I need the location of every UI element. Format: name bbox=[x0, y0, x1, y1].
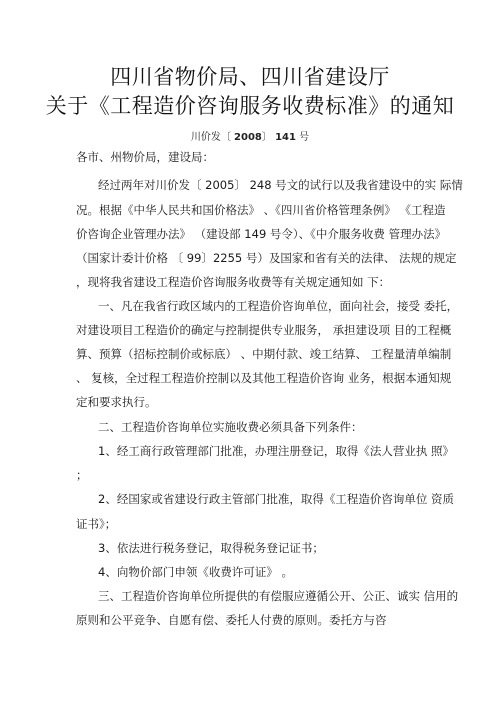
text-line: 一、凡在我省行政区域内的工程造价咨询单位，面向社会，接受 委托， bbox=[98, 299, 459, 313]
doc-prefix: 川价发〔 bbox=[190, 132, 231, 143]
text-line: 价咨询企业管理办法》 （建设部 149 号令）、《中介服务收费 管理办法》 bbox=[76, 227, 447, 241]
doc-suffix: 号 bbox=[299, 132, 310, 143]
text-line: 3、依法进行税务登记，取得税务登记证书； bbox=[98, 541, 324, 555]
text-line: 三、工程造价咨询单位所提供的有偿服应遵循公开、公正、诚实 信用的 bbox=[98, 589, 459, 603]
doc-bracket: 〕 bbox=[261, 132, 272, 143]
text-line: 况。根据《中华人民共和国价格法》 、《四川省价格管理条例》 《工程造 bbox=[76, 203, 446, 217]
text-line: 原则和公平竞争、自愿有偿、委托人付费的原则。委托方与咨 bbox=[76, 613, 387, 627]
text-line: 2、经国家或省建设行政主管部门批准，取得《工程造价咨询单位 资质 bbox=[98, 492, 454, 506]
doc-year: 2008 bbox=[234, 132, 262, 143]
text-line: 算、预算（招标控制价或标底） 、中期付款、竣工结算、 工程量清单编制 bbox=[76, 347, 452, 361]
text-line: 证书》； bbox=[76, 517, 117, 531]
doc-number-value: 141 bbox=[275, 132, 296, 143]
text-line: 4、向物价部门申领《收费许可证》 。 bbox=[98, 565, 293, 579]
title-line-2: 关于《工程造价咨询服务收费标准》的通知 bbox=[45, 94, 455, 118]
text-line: 经过两年对川价发〔 2005〕 248 号文的试行以及我省建设中的实 际情 bbox=[98, 178, 463, 192]
text-line: （国家计委计价格 〔 99〕2255 号）及国家和省有关的法律、 法规的规定 bbox=[76, 251, 457, 265]
title-line-1: 四川省物价局、四川省建设厅 bbox=[110, 65, 390, 89]
text-line: ； bbox=[76, 468, 88, 482]
text-line: ，现将我省建设工程造价咨询服务收费等有关规定通知如 下： bbox=[76, 275, 391, 289]
text-line: 1、经工商行政管理部门批准，办理注册登记，取得《法人营业执 照》 bbox=[98, 444, 454, 458]
text-line: 二、工程造价咨询单位实施收费必须具备下列条件： bbox=[98, 420, 363, 434]
text-line: 定和要求执行。 bbox=[76, 395, 157, 409]
text-line: 、 复核，全过程工程造价控制以及其他工程造价咨询 业务，根据本通知规 bbox=[76, 371, 452, 385]
text-line: 对建设项目工程造价的确定与控制提供专业服务， 承担建设项 目的工程概 bbox=[76, 323, 452, 337]
salutation: 各市、州物价局，建设局： bbox=[76, 150, 214, 164]
document-number bbox=[0, 128, 500, 143]
